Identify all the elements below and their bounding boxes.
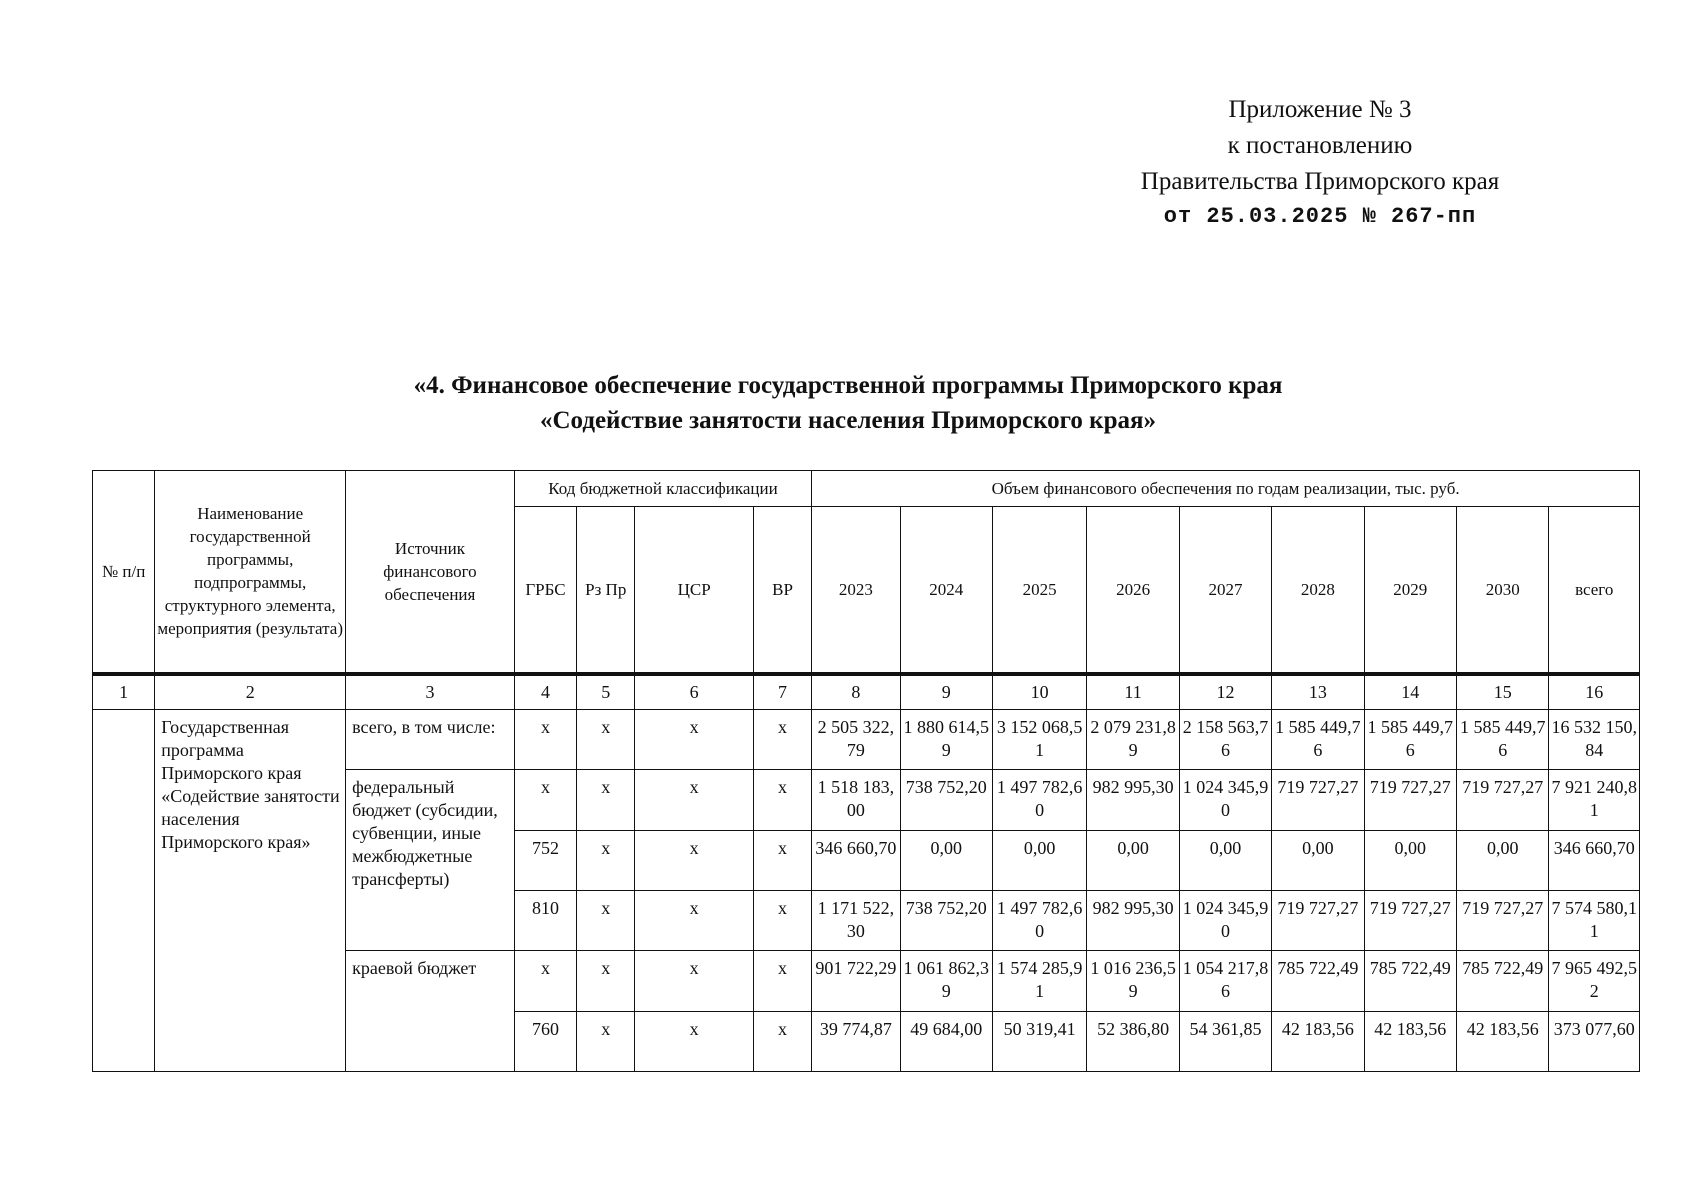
column-number: 9	[900, 674, 992, 710]
amount-cell: 1 024 345,90	[1179, 770, 1271, 830]
vr-cell: x	[753, 710, 811, 770]
column-number: 6	[635, 674, 754, 710]
amount-cell: 54 361,85	[1179, 1011, 1271, 1071]
amount-cell: 1 024 345,90	[1179, 891, 1271, 951]
column-number: 15	[1457, 674, 1549, 710]
header-year: 2030	[1457, 507, 1549, 674]
header-volume: Объем финансового обеспечения по годам реализации, тыс. руб.	[812, 471, 1640, 507]
amount-cell: 1 497 782,60	[992, 770, 1086, 830]
csr-cell: x	[635, 891, 754, 951]
amount-cell: 2 158 563,76	[1179, 710, 1271, 770]
amount-cell: 42 183,56	[1272, 1011, 1364, 1071]
csr-cell: x	[635, 830, 754, 890]
amount-cell: 49 684,00	[900, 1011, 992, 1071]
amount-cell: 7 965 492,52	[1549, 951, 1640, 1011]
header-year: 2025	[992, 507, 1086, 674]
column-number: 12	[1179, 674, 1271, 710]
financing-table	[92, 470, 1640, 1072]
column-number: 10	[992, 674, 1086, 710]
title-line-2: «Содействие занятости населения Приморского края»	[539, 407, 1156, 434]
column-number: 11	[1087, 674, 1179, 710]
amount-cell: 1 585 449,76	[1364, 710, 1456, 770]
column-number: 4	[514, 674, 576, 710]
table-row	[93, 710, 1640, 770]
amount-cell: 1 574 285,91	[992, 951, 1086, 1011]
amount-cell: 738 752,20	[900, 770, 992, 830]
amount-cell: 1 054 217,86	[1179, 951, 1271, 1011]
rzpr-cell: x	[577, 1011, 635, 1071]
title-line-1: «4. Финансовое обеспечение государственной программы Приморского края	[413, 372, 1283, 399]
header-rzpr: Рз Пр	[577, 507, 635, 674]
appendix-date-number: от 25.03.2025 № 267-пп	[1163, 204, 1477, 229]
amount-cell: 2 505 322,79	[812, 710, 900, 770]
vr-cell: x	[753, 770, 811, 830]
amount-cell: 785 722,49	[1364, 951, 1456, 1011]
amount-cell: 738 752,20	[900, 891, 992, 951]
amount-cell: 3 152 068,51	[992, 710, 1086, 770]
appendix-line-1: Приложение № 3	[1228, 96, 1412, 123]
amount-cell: 346 660,70	[1549, 830, 1640, 890]
header-budget-code: Код бюджетной классификации	[514, 471, 811, 507]
amount-cell: 52 386,80	[1087, 1011, 1179, 1071]
amount-cell: 719 727,27	[1364, 891, 1456, 951]
header-vr: ВР	[753, 507, 811, 674]
header-year: 2024	[900, 507, 992, 674]
grbs-cell: x	[514, 770, 576, 830]
column-number: 8	[812, 674, 900, 710]
rzpr-cell: x	[577, 710, 635, 770]
amount-cell: 1 585 449,76	[1272, 710, 1364, 770]
amount-cell: 0,00	[1087, 830, 1179, 890]
amount-cell: 50 319,41	[992, 1011, 1086, 1071]
row-number-cell	[93, 710, 155, 1072]
amount-cell: 42 183,56	[1457, 1011, 1549, 1071]
amount-cell: 719 727,27	[1457, 770, 1549, 830]
amount-cell: 785 722,49	[1272, 951, 1364, 1011]
rzpr-cell: x	[577, 770, 635, 830]
rzpr-cell: x	[577, 951, 635, 1011]
amount-cell: 0,00	[1364, 830, 1456, 890]
amount-cell: 785 722,49	[1457, 951, 1549, 1011]
column-number: 2	[155, 674, 346, 710]
appendix-line-3: Правительства Приморского края	[1140, 168, 1500, 195]
amount-cell: 1 171 522,30	[812, 891, 900, 951]
amount-cell: 901 722,29	[812, 951, 900, 1011]
grbs-cell: 760	[514, 1011, 576, 1071]
source-total-cell: всего, в том числе:	[346, 710, 515, 770]
amount-cell: 39 774,87	[812, 1011, 900, 1071]
header-source: Источник финансового обеспечения	[346, 471, 515, 674]
column-number: 16	[1549, 674, 1640, 710]
column-number: 3	[346, 674, 515, 710]
source-regional-cell: краевой бюджет	[346, 951, 515, 1072]
grbs-cell: 810	[514, 891, 576, 951]
amount-cell: 373 077,60	[1549, 1011, 1640, 1071]
amount-cell: 1 880 614,59	[900, 710, 992, 770]
header-year: всего	[1549, 507, 1640, 674]
csr-cell: x	[635, 710, 754, 770]
appendix-header	[1060, 92, 1580, 232]
amount-cell: 1 518 183,00	[812, 770, 900, 830]
amount-cell: 1 016 236,59	[1087, 951, 1179, 1011]
column-number: 14	[1364, 674, 1456, 710]
amount-cell: 982 995,30	[1087, 891, 1179, 951]
amount-cell: 16 532 150,84	[1549, 710, 1640, 770]
amount-cell: 719 727,27	[1272, 891, 1364, 951]
amount-cell: 0,00	[1179, 830, 1271, 890]
amount-cell: 0,00	[1272, 830, 1364, 890]
amount-cell: 1 585 449,76	[1457, 710, 1549, 770]
amount-cell: 0,00	[900, 830, 992, 890]
csr-cell: x	[635, 770, 754, 830]
amount-cell: 1 061 862,39	[900, 951, 992, 1011]
amount-cell: 982 995,30	[1087, 770, 1179, 830]
amount-cell: 0,00	[1457, 830, 1549, 890]
appendix-line-2: к постановлению	[1227, 132, 1413, 159]
vr-cell: x	[753, 951, 811, 1011]
amount-cell: 346 660,70	[812, 830, 900, 890]
header-grbs: ГРБС	[514, 507, 576, 674]
amount-cell: 0,00	[992, 830, 1086, 890]
header-year: 2027	[1179, 507, 1271, 674]
amount-cell: 42 183,56	[1364, 1011, 1456, 1071]
rzpr-cell: x	[577, 830, 635, 890]
program-name-cell: Государственная программа Приморского края «Содействие занятости населения Приморского края»	[155, 710, 346, 1072]
column-number: 5	[577, 674, 635, 710]
grbs-cell: 752	[514, 830, 576, 890]
vr-cell: x	[753, 1011, 811, 1071]
header-year: 2026	[1087, 507, 1179, 674]
header-year: 2028	[1272, 507, 1364, 674]
column-number: 7	[753, 674, 811, 710]
column-number: 1	[93, 674, 155, 710]
column-number: 13	[1272, 674, 1364, 710]
csr-cell: x	[635, 951, 754, 1011]
amount-cell: 719 727,27	[1272, 770, 1364, 830]
amount-cell: 7 921 240,81	[1549, 770, 1640, 830]
amount-cell: 7 574 580,11	[1549, 891, 1640, 951]
amount-cell: 2 079 231,89	[1087, 710, 1179, 770]
header-year: 2029	[1364, 507, 1456, 674]
rzpr-cell: x	[577, 891, 635, 951]
vr-cell: x	[753, 891, 811, 951]
grbs-cell: x	[514, 710, 576, 770]
header-num: № п/п	[93, 471, 155, 674]
vr-cell: x	[753, 830, 811, 890]
header-name: Наименование государственной программы, подпрограммы, структурного элемента, мероприятия (результата)	[155, 471, 346, 674]
amount-cell: 719 727,27	[1364, 770, 1456, 830]
source-federal-cell: федеральный бюджет (субсидии, субвенции, иные межбюджетные трансферты)	[346, 770, 515, 951]
grbs-cell: x	[514, 951, 576, 1011]
amount-cell: 1 497 782,60	[992, 891, 1086, 951]
document-title	[0, 368, 1696, 438]
header-csr: ЦСР	[635, 507, 754, 674]
csr-cell: x	[635, 1011, 754, 1071]
header-year: 2023	[812, 507, 900, 674]
amount-cell: 719 727,27	[1457, 891, 1549, 951]
